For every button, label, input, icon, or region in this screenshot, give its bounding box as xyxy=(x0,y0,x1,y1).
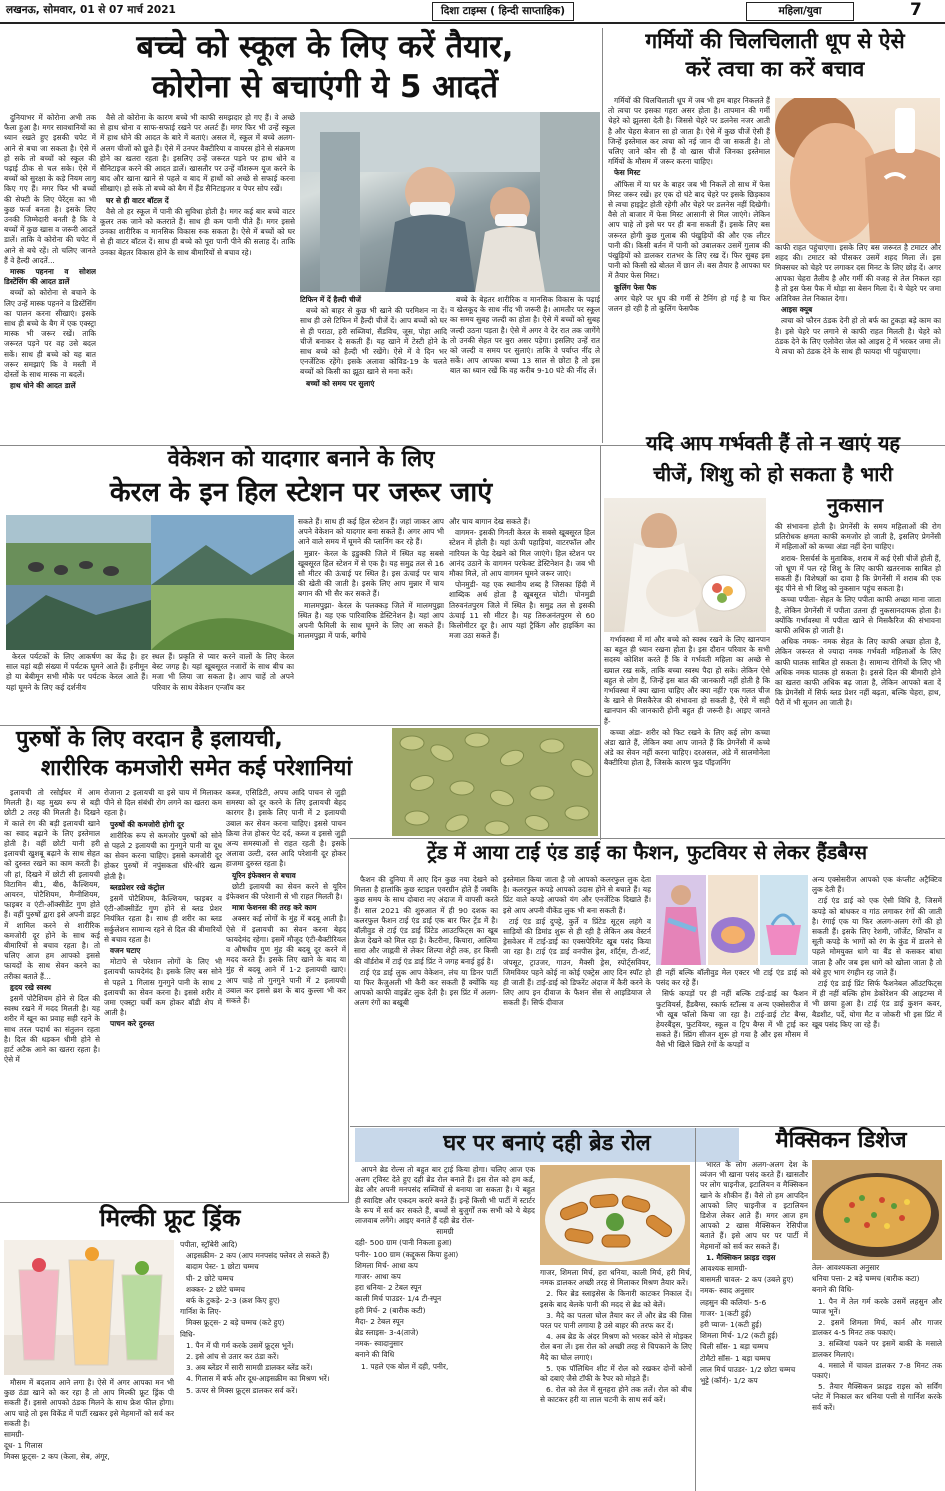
roll-col-2 xyxy=(540,1268,692,1490)
cardamom-text: इसमें पोटैशियम, कैल्शियम, फाइबर व एंटी-ऑक्सीडेंट गुण होने से ब्लड प्रेशर नियंत्रित रहता है। साथ ही शरीर का ब्लड सर्कुलेशन सामान्य रहने से दिल की बीमारियों से बचाव रहता है। xyxy=(104,894,222,944)
cardamom-subhead-urine: यूरिन इंफेक्शन से बचाव xyxy=(232,870,296,880)
fashion-text: इस्तेमाल किया जाता है जो आपको कलरफुल लुक देता है। कलरफुल कपड़े आपको उदास होने से बचाते हैं। यह प्रिंट वाले कपड़े आपको यंग और एनर्जेटिक दिखाते हैं। इसे आप अपनी वीकेंड लुक भी बना सकती हैं। xyxy=(503,875,651,915)
page-number: 7 xyxy=(910,0,922,20)
school-subhead-sleep: बच्चों को समय पर सुलाएं xyxy=(306,378,375,388)
milky-ingredient: पपीता, स्ट्रॉबेरी आदि) xyxy=(180,1240,238,1249)
school-photo xyxy=(300,112,600,292)
mexican-step: 3. सब्जियां पकने पर इसमें बाकी के मसाले डालकर मिलाएं। xyxy=(812,1339,942,1359)
pregnant-headline-3: नुकसान xyxy=(826,493,884,517)
pregnant-headline-2: चीजें, शिशु को हो सकता है भारी xyxy=(653,462,893,486)
fashion-col-4 xyxy=(812,875,942,1125)
mexican-recipe-title: 1. मैक्सिकन फ्राइड राइस xyxy=(706,1252,776,1262)
roll-photo xyxy=(540,1165,690,1265)
pregnant-intro: गर्भावस्था में मां और बच्चे को स्वस्थ रखने के लिए खानपान का बहुत ही ध्यान रखना होता है। इस दौरान परिवार के सभी सदस्य कोशिश करते हैं कि वे गर्भवती महिला का अच्छे से ख्याल रख सकें, ताकि बच्चा स्वस्थ पैदा हो सके। लेकिन ऐसे बहुत से लोग हैं, जिन्हें इस बात की जानकारी नहीं होती है कि गर्भावस्था में क्या खाना चाहिए और क्या नहीं? एक गलत चीज के खाने से मिसकैरेज की संभावना हो सकती है, ऐसे में सही खानपान की जानकारी होनी बहुत ही जरूरी है। आइए जानते हैं- xyxy=(604,635,770,726)
pregnant-salt: अधिक नमक- नमक सेहत के लिए काफी अच्छा होता है, लेकिन जरूरत से ज्यादा नमक गर्भवती महिलाओं के लिए काफी घातक साबित हो सकता है। सामान्य रोगियों के लिए भी अधिक नमक घातक हो सकता है। इससे दिल की बीमारी होने का खतरा काफी अधिक बढ़ जाता है, लेकिन आपको बता दें कि प्रेगनेंसी में सिर्फ ब्लड प्रेशर नहीं बढ़ता, बल्कि चेहरा, हाथ, पैरों में भी सूजन आ जाती है। xyxy=(775,637,941,708)
mexican-ingredient: टोमैटो सॉस- 1 बड़ा चम्मच xyxy=(700,1353,771,1363)
roll-step: 5. एक पॉलिथिन शीट में रोल को रखकर दोनों कोनों को दबाएं जैसे टॉफी के रैपर को मोड़ते हैं। xyxy=(540,1363,692,1384)
milky-garnish-title: गार्निश के लिए- xyxy=(180,1307,222,1317)
cardamom-photo xyxy=(392,728,598,836)
kerala-munnar: मुन्नार- केरल के इडुक्की जिले में स्थित यह सबसे खूबसूरत हिल स्टेशन में से एक है। यह समुद्र तल से 16 सौ मीटर की ऊंचाई पर स्थित है। इस ऊंचाई पर चाय की खेती की जाती है। इसके लिए आप मुन्नार में चाय बगान की भी सैर कर सकते हैं। xyxy=(298,548,444,599)
cardamom-col-2 xyxy=(104,788,222,1200)
cardamom-headline-2: शारीरिक कमजोरी समेत कई परेशानियां xyxy=(40,756,353,781)
fashion-text: टाई एंड डाई दुपट्टे, कुर्ते व प्रिंटेड सूट्स लहंगे व साड़ियों की डिमांड शुरू से ही रही है लेकिन अब वेस्टर्न ड्रेसवेअर में टाई-डाई का एक्सपेरिमेंट खूब पसंद किया जा रहा है। टाई एंड डाई वनपीस ड्रेस, शॉर्ट्स, टी-शर्ट, जंपसूट, ट्राउजर, गाउन, मैक्सी ड्रेस, स्पोर्ट्सवियर, जिमवियर पहने कोई ना कोई एक्ट्रेस आए दिन स्पॉट हो ही जाती हैं। टाई-डाई को डिफरेंट अंदाज में कैरी करने के लिए आप इन दीवाज के फैशन सेंस से आइडियाज ले सकती हैं। सिर्फ दीवाज xyxy=(503,916,651,1008)
sun-col-1 xyxy=(608,96,770,441)
roll-ingredient: नमक- स्वादानुसार xyxy=(355,1339,403,1349)
milky-ingredient: घी- 2 छोटे चम्मच xyxy=(186,1273,234,1283)
sun-intro: गर्मियों की चिलचिलाती धूप में जब भी हम बाहर निकलते हैं तो त्वचा पर इसका गहरा असर होता है। तापमान की गर्मी चेहरे को झुलसा देती है। जिससे चेहरे पर डलनेस नजर आती है और चेहरा बेजान सा हो जाता है। ऐसे में कुछ चीजें ऐसी हैं जिन्हें इस्तेमाल कर त्वचा को नई जान दी जा सकती है। तो चलिए जाने कौन सी हैं वो खास चीजें जिनका इस्तेमाल गर्मियों के मौसम में जरूर करना चाहिए। xyxy=(608,96,770,167)
mexican-ingredient: भुट्टे (कॉर्न)- 1/2 कप xyxy=(700,1376,758,1386)
milky-ingredient: शक्कर- 2 छोटे चम्मच xyxy=(186,1284,246,1294)
roll-step: 3. मैदे का पतला घोल तैयार कर लें और ब्रेड की जिस परत पर पानी लगाया है उसे बाहर की तरफ कर दें। xyxy=(540,1310,692,1331)
kerala-text: और चाय बागान देख सकते हैं। xyxy=(449,517,531,526)
milky-step: 4. गिलास में बर्फ और दूध-आइसक्रीम का मिश्रण भरें। xyxy=(186,1374,330,1384)
milky-ingredient: आइसक्रीम- 2 कप (आप मनपसंद फ्लेवर ले सकते हैं) xyxy=(186,1251,330,1261)
roll-ingredient: हरा धनिया- 2 टेबल स्पून xyxy=(355,1283,422,1293)
fashion-col-1 xyxy=(354,875,498,1125)
roll-step: 4. अब ब्रेड के अंदर मिश्रण को भरकर कोने से मोड़कर रोल बना लें। इस रोल को अच्छी तरह से चिपकाने के लिए मैदे का घोल लगाएं। xyxy=(540,1332,692,1362)
school-text: बच्चे के बेहतर शारीरिक व मानसिक विकास के पढ़ाई व खेलकूद के साथ नींद भी जरूरी है। आमतौर पर स्कूल का समय सुबह जल्दी का होता है। ऐसे में बच्चों को सुबह जल्दी उठना पड़ता है। ऐसे में अगर वे देर रात तक जागेंगे तो उनकी सेहत पर बुरा असर पड़ेगा। इसलिए उन्हें रात को जल्दी व समय पर सुलाएं। ताकि वे पर्याप्त नींद ले सकें। आप आपका बच्चा 13 साल से छोटा है तो इस बात का ध्यान रखें कि वह करीब 9-10 घंटे की नींद लें। xyxy=(450,295,600,376)
cardamom-subhead-weight: वजन घटाए xyxy=(110,946,141,956)
fashion-text: अन्य एक्सेसरीज आपको एक कंप्लीट अट्रैक्टिव लुक देती हैं। xyxy=(812,875,942,895)
school-subhead-mask: मास्क पहनना व सोशल डिस्टेंसिंग की आदत डालें xyxy=(4,267,96,287)
roll-headline: घर पर बनाएं दही ब्रेड रोल xyxy=(443,1131,651,1156)
milky-photo xyxy=(4,1240,174,1375)
pregnant-photo xyxy=(604,498,766,632)
milky-col-1 xyxy=(4,1378,174,1490)
mexican-ingredient: गाजर- 1(कटी हुई) xyxy=(700,1308,752,1318)
roll-ingredient: शिमला मिर्च- आधा कप xyxy=(355,1260,418,1270)
cardamom-text: रोजाना 2 इलायची या इसे चाय में मिलाकर पीने से दिल संबंधी रोग लगने का खतरा कम रहता है। xyxy=(104,788,222,818)
cardamom-subhead-bp: ब्लडप्रेशर रखे कंट्रोल xyxy=(110,882,165,892)
kerala-ponmudi: पोनमुडी- यह एक स्थानीय शब्द है जिसका हिंदी में शाब्दिक अर्थ होता है खूबसूरत चोटी। पोनमुडी तिरुवनंतपुरम जिले में स्थित है। समुद्र तल से इसकी ऊंचाई 11 सौ मीटर है। यह तिरुअनंतपुरम से 60 किलोमीटर दूर है। आप यहां ट्रैकिंग और हाइकिंग का मजा उठा सकते हैं। xyxy=(449,580,595,641)
sun-subhead-pack: कूलिंग फेस पैक xyxy=(614,282,657,292)
mexican-ingredients-title: आवश्यक सामग्री- xyxy=(700,1264,748,1274)
roll-ingredient: ब्रेड स्लाइस- 3-4(ताजे) xyxy=(355,1328,419,1338)
milky-intro: मौसम में बदलाव आने लगा है। ऐसे में अगर आपका मन भी कुछ ठंडा खाने को कर रहा है तो आप मिल्की फ्रूट ड्रिंक पी सकती हैं। इससे आपको ठंडक मिलने के साथ फ्रेश फील होगा। आप चाहे तो इस विकेंड में पार्टी रखकर इसे मेहमानों को सर्व कर सकती है। xyxy=(4,1378,174,1428)
masthead xyxy=(0,0,945,24)
kerala-headline-2: केरल के इन हिल स्टेशन पर जरूर जाएं xyxy=(109,477,493,508)
cardamom-subhead-heart: हृदय रखे स्वस्थ xyxy=(10,982,51,992)
pregnant-raw-egg: कच्चा अंडा- शरीर को फिट रखने के लिए कई लोग कच्चा अंडा खाते हैं, लेकिन क्या आप जानते हैं कि प्रेगनेंसी में कच्चे अंडे का सेवन नहीं करना चाहिए। दरअसल, अंडे में सालमोनेला बैक्टीरिया होता है, जिसके कारण फूड पॉइजनिंग xyxy=(604,727,770,768)
milky-step: 2. इसे आंच से उतार कर ठंडा करें। xyxy=(186,1352,279,1362)
roll-intro: आपने ब्रेड रोल्स तो बहुत बार ट्राई किया होगा। चलिए आज एक अलग ट्विस्ट देते हुए दही ब्रेड रोल बनाते हैं। इस रोल को हम कर्ड, ब्रेड और अपनी मनपसंद सब्जियों से बनाया जा सकता है। ये बहुत ही स्वादिष्ट और एकदम करारे बनते हैं। इन्हें किसी भी पार्टी में स्टार्टर के रूप में सर्व कर सकते हैं, बच्चों से बुजुर्गों तक सभी को ये बेहद लाजवाब लगेंगे। आइए बनाते हैं दही ब्रेड रोल- xyxy=(355,1165,535,1226)
roll-step: 2. फिर ब्रेड स्लाइसेस के किनारी काटकर निकाल दें। इसके बाद बेलके पानी की मदद से ब्रेड को बेलें। xyxy=(540,1289,692,1309)
school-text: वैसे तो हर स्कूल में पानी की सुविधा होती है। मगर कई बार बच्चे वाटर कूलर तक जाने को कतराते हैं। साथ ही कम पानी पीते हैं। मगर इससे उनका शारीरिक व मानसिक विकास रुक सकता है। ऐसे में बच्चों को घर से ही वाटर बॉटल दें। साथ ही बच्चे को पूरा पानी पीने की सलाह दें। ताकि उनका बेहतर विकास होने के साथ बीमारियों से बचाव रहे। xyxy=(100,206,295,257)
cardamom-text: कब्ज, एसिडिटी, अपच आदि पाचन से जुड़ी समस्या को दूर करने के लिए इलायची बेहद कारगर है। इसके लिए पानी में 2 इलायची उबाल कर सेवन करना चाहिए। इससे पाचन क्रिया तेज होकर पेट दर्द, कब्ज व इससे जुड़ी अन्य समस्याओं से राहत रहती है। इसके अलावा उल्टी, दस्त आदि परेशानी दूर होकर हाजमा दुरुस्त रहता है। xyxy=(226,788,346,869)
school-col-3 xyxy=(300,295,447,445)
fashion-col-2 xyxy=(503,875,651,1125)
kerala-col-4 xyxy=(449,517,595,721)
pregnant-col-1 xyxy=(604,635,770,841)
milky-step: 3. अब ब्लेंडर में सारी सामग्री डालकर ब्लेंड करें। xyxy=(186,1363,313,1373)
mexican-method-title: बनाने की विधि- xyxy=(812,1285,854,1295)
cardamom-text: मोटापे से परेशान लोगों के लिए भी इलायची फायदेमंद है। इसके लिए बस सोने से पहले 1 गिलास गुनगुने पानी के साथ 2 इलायची का सेवन करना है। इससे शरीर में जमा एक्स्ट्रा चर्बी कम होकर बॉडी शेप में आती है। xyxy=(104,957,222,1018)
tie-dye-outfits-image xyxy=(656,875,808,965)
cardamom-col-3 xyxy=(226,788,346,1200)
fashion-col-3 xyxy=(656,968,808,1125)
milky-ingredients-title: सामग्री- xyxy=(4,1430,25,1440)
school-headline-1: बच्चे को स्कूल के लिए करें तैयार, xyxy=(136,29,514,65)
school-col-4 xyxy=(450,295,600,445)
cardamom-subhead-weakness: पुरुषों की कमजोरी होगी दूर xyxy=(110,819,184,829)
school-col-1 xyxy=(4,113,96,443)
mexican-ingredient: नमक- स्वाद अनुसार xyxy=(700,1286,755,1296)
milky-headline: मिल्की फ्रूट ड्रिंक xyxy=(99,1204,241,1232)
sun-photo xyxy=(775,98,940,243)
section-name: महिला/युवा xyxy=(746,2,854,21)
hill-station-image xyxy=(6,515,294,650)
roll-step: 1. पहले एक बोल में दही, पनीर, xyxy=(361,1361,449,1371)
mexican-headline: मैक्सिकन डिशेज xyxy=(775,1128,907,1153)
sun-text: ऑफिस में या घर के बाहर जब भी निकलें तो साथ में फेस मिस्ट जरूर रखें। हर एक दो घंटे बाद चेहरे पर इसके छिड़काव से त्वचा हाइड्रेट होती रहेगी और चेहरे पर डलनेस नहीं दिखेगी। वैसे तो बाजार में फेस मिस्ट आसानी से मिल जाएंगे। लेकिन आप चाहे तो इसे घर पर ही बना सकती हैं। इसके लिए बस जरूरत होगी कुछ गुलाब की पंखुड़ियों की और एक लीटर पानी की। किसी बर्तन में पानी को उबालकर उसमें गुलाब की पंखुड़ियों को डालकर रातभर के लिए रख दें। फिर सुबह इस पानी को किसी स्प्रे बोतल में छान लें। बस तैयार है आपका घर में तैयार फेस मिस्ट। xyxy=(608,179,770,281)
cardamom-intro: इलायची तो रसोईघर में आम मिलती है। यह मुख्य रूप से बड़ी छोटी 2 तरह की मिलती है। दिखने में काले रंग की बड़ी इलायची खाने का स्वाद बढ़ाने के लिए इस्तेमाल होती है। वहीं छोटी यानी हरी इलायची खुशबू बढ़ाने के साथ सेहत को दुरुस्त रखने का काम करती है। जी हां, दिखने में छोटी सी इलायची विटामिन बी1, बी6, कैल्शियम, आयरन, पोटैशियम, मैग्नीशियम, फाइबर व एंटी-ऑक्सीडेंट गुण होते हैं। वहीं पुरुषों द्वारा इसे अपनी डाइट में शामिल करने से शारीरिक कमजोरी दूर होने के साथ कई बीमारियों से बचाव रहता है। तो चलिए आज हम आपको इससे फायदों के साथ सेवन करने का तरीका बताते हैं... xyxy=(4,788,100,981)
kerala-photos xyxy=(6,515,294,650)
pregnant-headline-1: यदि आप गर्भवती हैं तो न खाएं यह xyxy=(645,431,901,455)
kerala-col-2 xyxy=(152,652,294,722)
mexican-step: 4. मसाले में चावल डालकर 7-8 मिनट तक पकाएं। xyxy=(812,1360,942,1381)
milky-method-title: विधि- xyxy=(180,1329,196,1339)
cardamom-text: इसमें पोटैशियम होने से दिल की स्वस्थ रखने में मदद मिलती है। यह शरीर में खून का प्रवाह सही रहने के साथ तरल पदार्थ का संतुलन रहता है। दिल की धड़कन धीमी होने से हार्ट अटैक आने का खतरा रहता है। ऐसे में xyxy=(4,994,100,1065)
sun-subhead-mist: फेस मिस्ट xyxy=(614,168,641,178)
roll-ingredient: काली मिर्च पाउडर- 1/4 टी-स्पून xyxy=(355,1294,442,1304)
sun-headline-2: करें त्वचा का करें बचाव xyxy=(685,57,865,81)
roll-ingredient: मैदा- 2 टेबल स्पून xyxy=(355,1316,404,1326)
pregnant-papaya: कच्चा पपीता- सेहत के लिए पपीता काफी अच्छा माना जाता है, लेकिन प्रेगनेंसी में पपीता उतना ही नुकसानदायक होता है। क्योंकि गर्भावस्था में पपीता खाने से मिसकैरिज की संभावना काफी अधिक हो जाती है। xyxy=(775,595,941,636)
kerala-col-3 xyxy=(298,517,444,721)
milky-step: 5. ऊपर से मिक्स फ्रूट्स डालकर सर्व करें। xyxy=(186,1385,298,1395)
students-with-masks-image xyxy=(300,112,600,292)
mexican-intro: भारत के लोग अलग-अलग देश के व्यंजन भी खाना पसंद करते हैं। खासतौर पर लोग चाइनीज, इटालियन व मैक्सिकन खाने के शौकीन हैं। वैसे तो हम आपदिन आपको लिए चाइनीज व इटालियन डिशेज लेकर आते हैं। मगर आज हम आपको 2 खास मैक्सिकन रेसिपीज बताते हैं। इसे आप घर पर पार्टी में मेहमानों को सर्व कर सकते हैं। xyxy=(700,1160,808,1251)
school-headline-2: कोरोना से बचाएंगी ये 5 आदतें xyxy=(151,69,499,105)
mexican-photo xyxy=(812,1160,942,1260)
roll-ingredient: दही- 500 ग्राम (पानी निकला हुआ) xyxy=(355,1238,452,1248)
cardamom-subhead-digestion: पाचन करे दुरुस्त xyxy=(110,1019,155,1029)
fashion-intro: फैशन की दुनिया में आए दिन कुछ नया देखने को मिलता है हालांकि कुछ स्टाइल एवरग्रीन होते हैं जबकि कुछ समय के साथ दोबारा नए अंदाज में वापसी करते हैं। साल 2021 की शुरुआत में ही 90 दशक का कलरफुल फैशन टाई एंड डाई एक बार फिर ट्रेंड में है। बॉलीवुड से टाई एंड डाई प्रिंटेड आउटफिट्स का खूब क्रेज देखने को मिल रहा है। कैटरीना, कियारा, आलिया सारा और जाह्नवी से लेकर शिल्पा शेट्टी तक, हर किसी की वॉर्डरोब में टाई एंड डाई प्रिंट ने जगह बनाई हुई है। xyxy=(354,875,498,966)
kerala-text: केरल पर्यटकों के लिए आकर्षण का केंद्र है। हर साल यहां बड़ी संख्या में पर्यटक घूमने आते हैं। हनीमून हो या बेबीमून सभी मौके पर पर्यटक केरल आते हैं। यहां घूमने के लिए कई दर्शनीय xyxy=(6,652,148,692)
mexican-ingredient: लाल मिर्च पाउडर- 1/2 छोटा चम्मच xyxy=(700,1364,796,1374)
cardamom-pods-image xyxy=(392,728,598,836)
bread-rolls-image xyxy=(540,1165,690,1265)
cardamom-headline-1: पुरुषों के लिए वरदान है इलायची, xyxy=(16,727,283,752)
kerala-malampuzha: मालमपुझा- केरल के पलक्कड़ जिले में मालमपुझा स्थित है। यह एक पारिवारिक डेस्टिनेशन है। यहां आप अपनी फैमिली के साथ घूमने के लिए आ सकते हैं। मालमपुझा में पार्क, बगीचे xyxy=(298,600,444,641)
milky-ingredient: दूध- 1 गिलास xyxy=(4,1441,43,1451)
woman-applying-sunscreen-image xyxy=(775,98,940,243)
kerala-headline-1: वेकेशन को यादगार बनाने के लिए xyxy=(167,447,435,472)
mexican-step: 2. इसमें शिमला मिर्च, कार्न और गाजर डालकर 4-5 मिनट तक पकाएं। xyxy=(812,1318,942,1338)
mexican-rice-image xyxy=(812,1160,942,1260)
kerala-vagamon: वागमन- इसकी गिनती केरल के सबसे खूबसूरत हिल स्टेशन में होती है। यहां ऊंची पहाड़ियां, वाटरफॉल और नारियल के पेड़ देखने को मिल जाएंगे। हिल स्टेशन पर आनंद उठाने के वागमन परफेक्ट डेस्टिनेशन है। जब भी मौका मिले, तो आप वागमन घूमने जरूर जाएं। xyxy=(449,528,595,579)
school-text: बच्चे को बाहर से कुछ भी खाने की परमिशन ना दें। साथ ही उसे टिफिन में हैल्दी चीजें दें। आप बच्चों को घर से ही पराठा, हरी सब्जियां, सैंडविच, जूस, पोहा आदि चीजें बनाकर दे सकती हैं। यह खाने में टेस्टी होने के साथ बच्चे को हैल्दी भी रखेंगे। ऐसे में वे दिन भर एनर्जेटिक रहेंगे। इसके अलावा कोविड-19 के चलते बच्चों को किसी का झूठा खाने से मना करें। xyxy=(300,306,447,377)
mexican-col-2 xyxy=(812,1263,942,1490)
fashion-text: टाई एंड डाई प्रिंट सिर्फ फैशनेबल ऑउटफिट्स में ही नहीं बल्कि होम डेकोरेशन की आइटम्स में भी छाया हुआ है। टाई एंड डाई कुशन कवर, बैडशीट, पर्दे, योगा मैट व जोकरी भी इस प्रिंट में खूब पसंद किए जा रहे हैं। xyxy=(812,979,942,1029)
cardamom-col-1 xyxy=(4,788,100,1200)
sun-col-2 xyxy=(775,243,941,443)
mexican-ingredient: चिली सॉस- 1 बड़ा चम्मच xyxy=(700,1342,769,1352)
roll-ingredient: हरी मिर्च- 2 (बारीक कटी) xyxy=(355,1305,426,1315)
cardamom-text: छोटी इलायची का सेवन करने से यूरिन इंफेक्शन की परेशानी से भी राहत मिलती है। xyxy=(226,881,346,902)
milky-ingredient: बादाम पेस्ट- 1 छोटा चम्मच xyxy=(186,1262,259,1272)
school-subhead-tiffin: टिफिन में दें हैल्दी चीजें xyxy=(300,295,362,304)
school-text: बच्चों को कोरोना से बचाने के लिए उन्हें मास्क पहनने व डिस्टेंसिंग का पालन करना सीखाएं। इसके साथ ही बच्चे के बैग में एक एक्स्ट्रा मास्क भी जरूर रखें। ताकि जरूरत पड़ने पर वह उसे बदल सकें। साथ ही बच्चे को यह बात जरूर समझाएं कि वे मस्ती में दोस्तों के साथ मास्क ना बदलें। xyxy=(4,288,96,380)
mexican-ingredient: बासमती चावल- 2 कप (उबले हुए) xyxy=(700,1275,794,1285)
milky-ingredient: मिक्स फ्रूट्स- 2 कप (केला, सेब, अंगूर, xyxy=(4,1452,110,1462)
school-col-2 xyxy=(100,113,295,443)
mexican-ingredient: तेल- आवश्यकता अनुसार xyxy=(812,1263,880,1272)
fashion-photos xyxy=(656,875,808,965)
mexican-ingredient: धनिया पत्ता- 2 बड़े चम्मच (बारीक कटा) xyxy=(812,1274,920,1284)
pregnant-col-2 xyxy=(775,522,941,840)
mexican-ingredient: शिमला मिर्च- 1/2 (कटी हुई) xyxy=(700,1331,778,1341)
sun-headline-1: गर्मियों की चिलचिलाती धूप से ऐसे xyxy=(645,29,905,53)
fashion-text: ही नहीं बल्कि बॉलीवुड मेल एक्टर भी टाई एंड डाई को पसंद कर रहे हैं। xyxy=(656,968,808,988)
school-subhead-hands: हाथ धोने की आदत डालें xyxy=(10,381,76,391)
school-intro: दुनियाभर में कोरोना अभी तक फैला हुआ है। मगर सावधानियों का ध्यान रखते हुए इसकी चपेट में आने से बचा जा सकता है। ऐसे में हो सके तो बच्चों को स्कूल की पढ़ाई ठीक से चल सके। ऐसे में बच्चों को सुरक्षा के कड़े नियम लागू किए गए हैं। मगर फिर भी बच्चों की सेफ्टी के लिए पेरेंट्स का भी कुछ फर्ज बनता है। इसके लिए उनकी जिम्मेदारी बनती है कि वे बच्चों में कुछ खास व जरूरी आदतें डालें। ताकि वे कोरोना की चपेट में आने से बचे रहें। तो चलिए जानते हैं वे हैल्दी आदतें... xyxy=(4,113,96,265)
milky-col-2 xyxy=(180,1240,346,1490)
roll-method-title: बनाने की विधि xyxy=(355,1350,395,1360)
milky-step: 1. पैन में घी गर्म करके उसमें फ्रूट्स भूनें। xyxy=(186,1340,294,1350)
kerala-text: सकते हैं। साथ ही कई हिल स्टेशन हैं। जहां जाकर आप अपने वेकेशन को यादगार बना सकते हैं। अगर आप भी आने वाले समय में घूमने की प्लानिंग कर रहे हैं। xyxy=(298,517,444,547)
fashion-headline: ट्रेंड में आया टाई एंड डाई का फैशन, फुटवियर से लेकर हैंडबैग्स xyxy=(426,841,868,864)
sun-text: अगर चेहरे पर धूप की गर्मी से टैनिंग हो गई है या फिर जलन हो रही है तो कूलिंग फेसपैक xyxy=(608,293,770,314)
mexican-ingredient: हरी प्याज- 1(कटी हुई) xyxy=(700,1320,762,1330)
roll-headline-box xyxy=(355,1128,739,1162)
mexican-step: 1. पैन में तेल गर्म करके उसमें लहसुन और प्याज भूनें। xyxy=(812,1296,942,1316)
dateline: लखनऊ, सोमवार, 01 से 07 मार्च 2021 xyxy=(6,4,176,16)
cardamom-subhead-breath: मात्रा फेशनस की तरह करे काम xyxy=(232,903,317,913)
kerala-text: स्थल हैं। प्रकृति से प्यार करने वालों के लिए केरल बेस्ट जगह है। यहां खूबसूरत नजारों के साथ बीच का मजा भी लिया जा सकता है। आप चाहें तो अपने परिवार के साथ वेकेशन एन्जॉय कर xyxy=(152,652,294,692)
mexican-col-1 xyxy=(700,1160,808,1490)
fashion-text: सिर्फ कपड़ों पर ही नहीं बल्कि टाई-डाई का फैशन फुटवियर्स, हैंडबैग्स, स्कार्फ स्टॉल्स व अन्य एक्सेसरीज में भी खूब फॉलो किया जा रहा है। टाई-डाई टोट बैग्स, हेयरबैंड्स, फुटवियर, स्कूल व ट्रिप बैग्स में भी ट्राई कर सकते हैं। स्प्रिंग सीजन शुरू हो गया है और इस मौसम में वैसे भी खिले खिले रंगों के कपड़ों व xyxy=(656,989,808,1050)
mexican-step: 5. तैयार मैक्सिकन फ्राइड राइस को सर्विंग प्लेट में निकाल कर धनिया पत्ती से गार्निश करके सर्व करें। xyxy=(812,1382,942,1412)
sun-text: काफी राहत पहुंचाएगा। इसके लिए बस जरूरत है टमाटर और शहद की। टमाटर को पीसकर उसमें शहद मिला लें। इस मिक्सचर को चेहरे पर लगाकर दस मिनट के लिए छोड़ दें। अगर आपका चेहरा तैलीय है और गर्मी की वजह से तेल निकल रहा है तो इस फेस पैक में थोड़ा सा बेसन मिला दें। ये चेहरे पर जमा अतिरिक्त तेल निकाल देगा। xyxy=(775,243,941,304)
mexican-ingredient: लहसुन की कलियां- 5-6 xyxy=(700,1297,767,1307)
roll-step: गाजर, शिमला मिर्च, हरा धनिया, काली मिर्च, हरी मिर्च, नमक डालकर अच्छी तरह से मिलाकर मिश्रण तैयार करें। xyxy=(540,1268,692,1288)
cardamom-text: शारीरिक रूप से कमजोर पुरुषों को सोने से पहले 2 इलायची का गुनगुने पानी या दूध का सेवन करना चाहिए। इससे कमजोरी दूर होकर पुरुषों में नपुंसकता धीरे-धीरे खत्म होती है। xyxy=(104,830,222,881)
paper-name: दिशा टाइम्स ( हिन्दी साप्ताहिक) xyxy=(432,2,574,21)
sun-subhead-ice: आइस क्यूब xyxy=(781,305,813,315)
roll-ingredients-title: सामग्री xyxy=(436,1227,454,1237)
roll-ingredient: गाजर- आधा कप xyxy=(355,1272,401,1282)
cardamom-text: अक्सर कई लोगों के मुंह में बदबू आती है। ऐसे में इलायची का सेवन करना बेहद फायदेमंद रहेगा। इसमें मौजूद एंटी-बैक्टीरियल व औषधीय गुण मुंह की बदबू दूर करने में मदद करते हैं। इसके लिए खाने के बाद या मुंह से बदबू आने में 1-2 इलायची खाएं। आप चाहे तो गुनगुने पानी में 2 इलायची उबाल कर इससे ब्रश के बाद कुल्ला भी कर सकते हैं। xyxy=(226,914,346,1006)
pregnant-text: की संभावना होती है। प्रेगनेंसी के समय महिलाओं की रोग प्रतिरोधक क्षमता काफी कमजोर हो जाती है, इसलिए प्रेगनेंसी में महिलाओं को कच्चा अंडा नहीं देना चाहिए। xyxy=(775,522,941,552)
fashion-text: टाई एंड डाई लुक आप वेकेशन, लंच या डिनर पार्टी या फिर कैजुअली भी कैरी कर सकती हैं क्योंकि यह आपको काफी वाइब्रेंट लुक देती है। इस प्रिंट में अलग-अलग रंगों का बखूबी xyxy=(354,967,498,1008)
roll-step: 6. रोल को तेल में सुनहरा होने तक तलें। रोल को बीच से काटकर हरी या लाल चटनी के साथ सर्व करें। xyxy=(540,1385,692,1405)
sun-text: त्वचा को फौरन ठंडक देनी हो तो बर्फ का टुकड़ा बड़े काम का है। इसे चेहरे पर लगाने से काफी राहत मिलती है। चेहरे को ठंडक देने के लिए एलोवेरा जेल को आइस ट्रे में भरकर जमा लें। ये त्वचा को ठंडक देने के साथ ही फायदा भी पहुंचाएगा। xyxy=(775,316,941,357)
milky-ingredient: बर्फ के टुकड़े- 2-3 (क्रश किए हुए) xyxy=(186,1296,280,1306)
pregnant-woman-image xyxy=(604,498,766,632)
fashion-text: टाई एंड डाई को एक ऐसी विधि है, जिसमें कपड़े को बांधकर व गांठ लगाकर रंगों की जाती है। रंगाई एक या फिर अलग-अलग रंगों की हो सकती हैं। इसके लिए रेशमी, जॉर्जेट, शिफॉन व सूती कपड़े के भागों को रंग के कुंड में डालने से पहले मोमयुक्त धागे या बैंड से कसकर बांधा जाता है और जब इस धागे को खोला जाता है तो बंधे हुए भाग रंगहीन रह जाते हैं। xyxy=(812,896,942,977)
roll-col-1 xyxy=(355,1165,535,1490)
school-subhead-bottle: घर से ही वाटर बॉटल दें xyxy=(106,195,169,205)
kerala-col-1 xyxy=(6,652,148,722)
roll-ingredient: पनीर- 100 ग्राम (कद्दूकस किया हुआ) xyxy=(355,1249,459,1259)
milky-ingredient: मिक्स फ्रूट्स- 2 बड़े चम्मच (कटे हुए) xyxy=(186,1318,285,1328)
fruit-smoothie-glasses-image xyxy=(4,1240,174,1375)
school-text: वैसे तो कोरोना के कारण बच्चे भी काफी समझदार हो गए हैं। वे अच्छे से हाथ धोना व साफ-सफाई रखने पर अलर्ट हैं। मगर फिर भी उन्हें स्कूल में हाथ धोने की आदत के बारे में बताएं। असल में, स्कूल में बच्चे अलग-अलग चीजों को छूते हैं। ऐसे में उनपर वैक्टीरिया व वायरस होने से संक्रमण होने का खतरा रहता है। इसलिए उन्हें जरूरत पड़ने पर हाथ धोने व सैनिटाइज करने की आदत डालें। खासतौर पर उन्हें वॉशरूम यूज करने के बाद और खाना खाने से पहले व बाद में हाथों को अच्छे से सफाई करना सीखाएं। हो सके तो बच्चे को बैग में हैंड सैनिटाइजर व पेपर सोप रखें। xyxy=(100,113,295,194)
pregnant-alcohol: शराब- रिसर्चर्स के मुताबिक, शराब में कई ऐसी चीजें होती हैं, जो भ्रूण में पल रहे शिशु के लिए काफी खतरनाक साबित हो सकती हैं। विशेषज्ञों का दावा है कि प्रेगनेंसी में शराब की एक बूंद पीने से भी शिशु को नुकसान पहुंच सकता है। xyxy=(775,553,941,594)
